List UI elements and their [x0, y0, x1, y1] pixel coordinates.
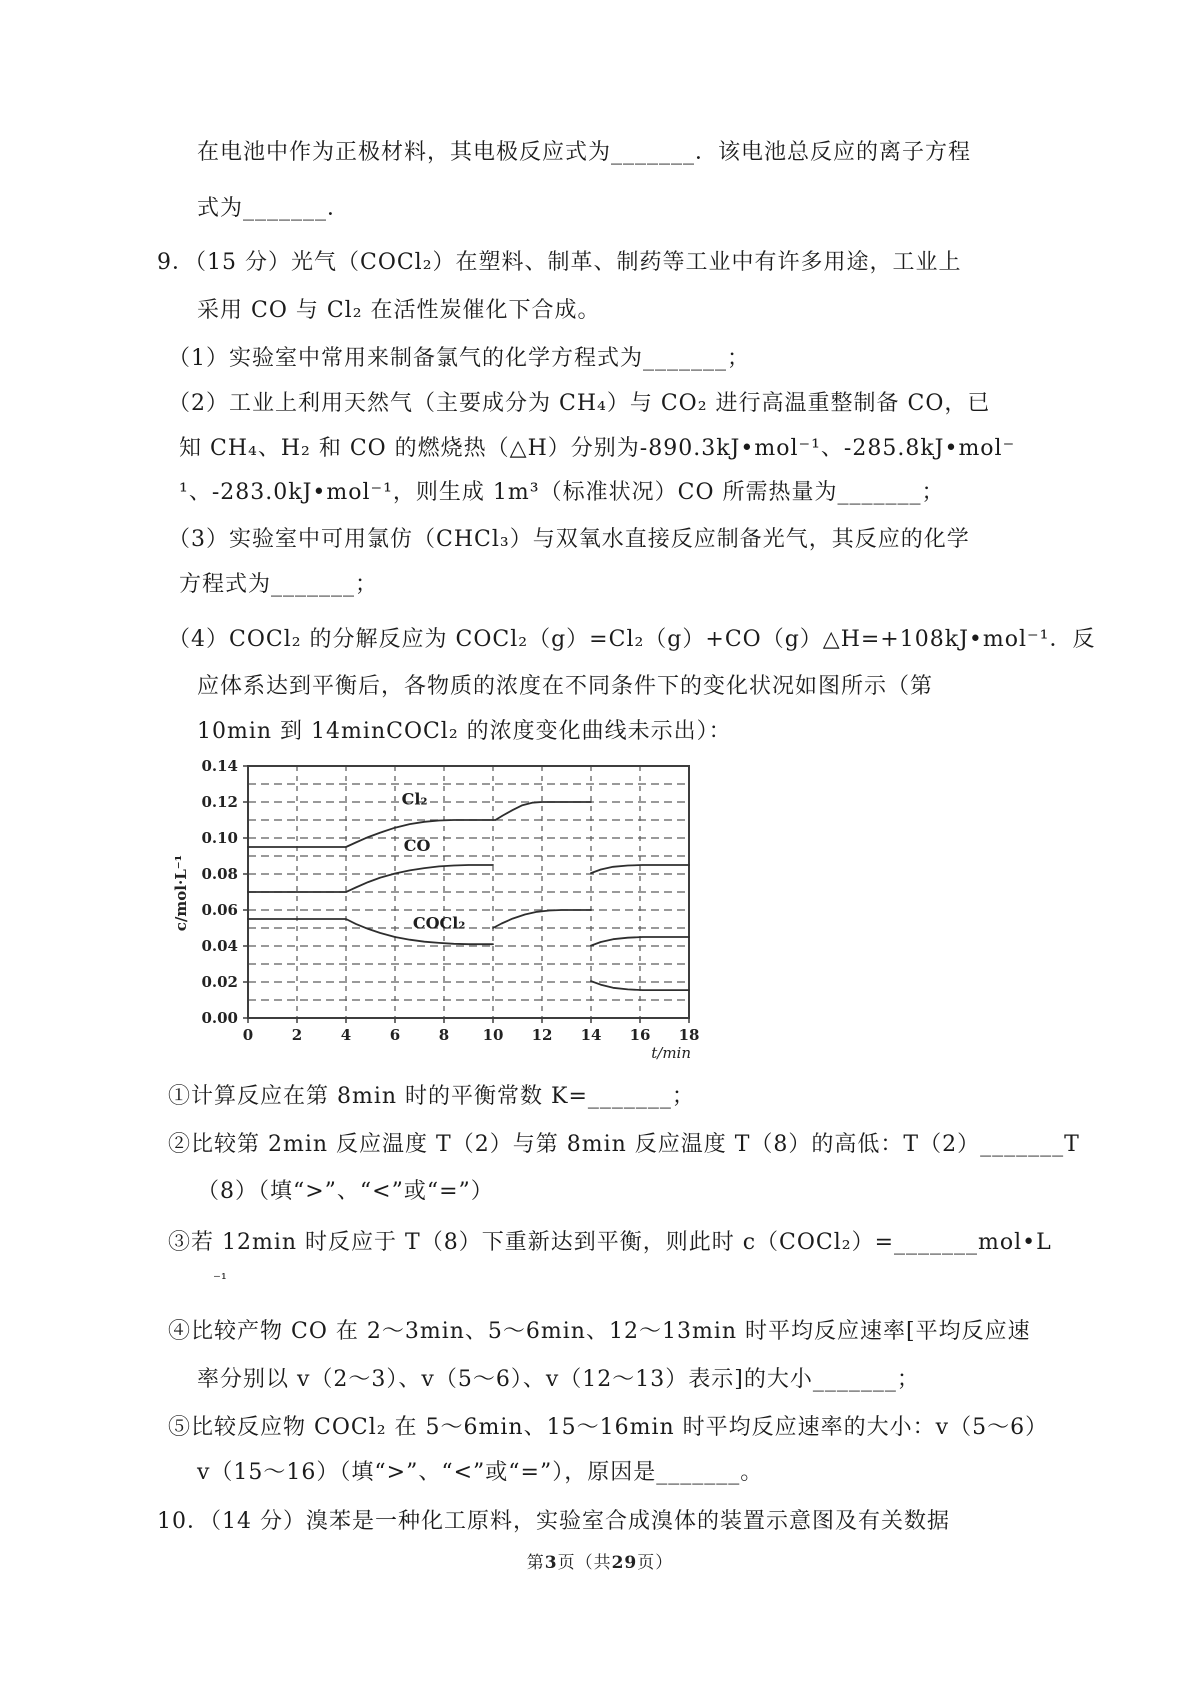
- x-axis-label: t/min: [651, 1044, 691, 1062]
- curve-label-CO: CO: [403, 836, 431, 856]
- q9-item1: ①计算反应在第 8min 时的平衡常数 K=_______；: [168, 1084, 695, 1109]
- footer-middle: 页（共: [557, 1553, 612, 1573]
- x-tick-label: 2: [291, 1026, 303, 1044]
- x-tick-label: 18: [678, 1026, 700, 1044]
- q9-item5: ⑤比较反应物 COCl₂ 在 5～6min、15～16min 时平均反应速率的大小：v（5～6）: [168, 1415, 1049, 1440]
- q9-item5-cont: v（15～16）（填“>”、“<”或“=”），原因是_______。: [197, 1460, 764, 1485]
- x-tick-label: 10: [482, 1026, 504, 1044]
- x-tick-label: 0: [242, 1026, 254, 1044]
- y-tick-label: 0.10: [201, 829, 238, 847]
- q9-item2-cont: （8）（填“>”、“<”或“=”）: [197, 1179, 494, 1204]
- curve-CO: [248, 865, 493, 892]
- q9-item4: ④比较产物 CO 在 2～3min、5～6min、12～13min 时平均反应速率[平均反应速: [168, 1319, 1031, 1344]
- x-tick-label: 16: [629, 1026, 651, 1044]
- y-axis-label: c/mol·L⁻¹: [172, 854, 190, 932]
- page-footer: [0, 1548, 1200, 1573]
- q9-sub4-cont1: 应体系达到平衡后，各物质的浓度在不同条件下的变化状况如图所示（第: [197, 674, 934, 699]
- q9-sub1: （1）实验室中常用来制备氯气的化学方程式为_______；: [168, 346, 750, 371]
- footer-prefix: 第: [526, 1553, 545, 1573]
- q9-sub4-cont2: 10min 到 14minCOCl₂ 的浓度变化曲线未示出）：: [197, 719, 732, 744]
- curve-label-COCl₂: COCl₂: [412, 913, 466, 933]
- q8-text-line-2: 式为_______．: [197, 196, 351, 221]
- page-number: 3: [544, 1553, 558, 1573]
- q9-intro-cont: 采用 CO 与 Cl₂ 在活性炭催化下合成。: [197, 298, 601, 323]
- q9-sub2: （2）工业上利用天然气（主要成分为 CH₄）与 CO₂ 进行高温重整制备 CO，已: [168, 391, 991, 416]
- y-tick-label: 0.06: [201, 901, 238, 919]
- q9-sub4: （4）COCl₂ 的分解反应为 COCl₂（g）=Cl₂（g）+CO（g）△H=+108kJ•mol⁻¹．反: [168, 627, 1096, 652]
- q9-item3-superscript: ⁻¹: [213, 1270, 227, 1288]
- y-tick-label: 0.04: [201, 937, 238, 955]
- y-tick-label: 0.12: [201, 793, 238, 811]
- q9-header: 9．（15 分）光气（COCl₂）在塑料、制革、制药等工业中有许多用途，工业上: [157, 250, 962, 275]
- q9-sub3: （3）实验室中可用氯仿（CHCl₃）与双氧水直接反应制备光气，其反应的化学: [168, 527, 970, 552]
- q9-item3: ③若 12min 时反应于 T（8）下重新达到平衡，则此时 c（COCl₂）=_______mol•L: [168, 1230, 1052, 1255]
- y-tick-label: 0.14: [201, 757, 238, 775]
- q10-header: 10．（14 分）溴苯是一种化工原料，实验室合成溴体的装置示意图及有关数据: [157, 1509, 950, 1534]
- q9-item2: ②比较第 2min 反应温度 T（2）与第 8min 反应温度 T（8）的高低：T（2）_______T: [168, 1132, 1080, 1157]
- x-tick-label: 4: [340, 1026, 352, 1044]
- q8-text-line-1: 在电池中作为正极材料，其电极反应式为_______．该电池总反应的离子方程: [197, 140, 972, 165]
- total-pages: 29: [611, 1553, 638, 1573]
- chart-canvas: [140, 745, 720, 1075]
- y-tick-label: 0.02: [201, 973, 238, 991]
- q9-sub2-cont2: ¹、-283.0kJ•mol⁻¹，则生成 1m³（标准状况）CO 所需热量为_______；: [179, 480, 945, 505]
- q9-sub2-cont1: 知 CH₄、H₂ 和 CO 的燃烧热（△H）分别为-890.3kJ•mol⁻¹、-285.8kJ•mol⁻: [179, 436, 1016, 461]
- y-tick-label: 0.00: [201, 1009, 238, 1027]
- x-tick-label: 8: [438, 1026, 450, 1044]
- q9-sub3-cont: 方程式为_______；: [179, 572, 379, 597]
- q9-item4-cont: 率分别以 v（2～3）、v（5～6）、v（12～13）表示]的大小_______；: [197, 1367, 920, 1392]
- x-tick-label: 6: [389, 1026, 401, 1044]
- footer-suffix: 页）: [637, 1553, 674, 1573]
- x-tick-label: 14: [580, 1026, 602, 1044]
- concentration-time-chart: [140, 745, 720, 1075]
- x-tick-label: 12: [531, 1026, 553, 1044]
- curve-label-Cl₂: Cl₂: [401, 789, 428, 809]
- y-tick-label: 0.08: [201, 865, 238, 883]
